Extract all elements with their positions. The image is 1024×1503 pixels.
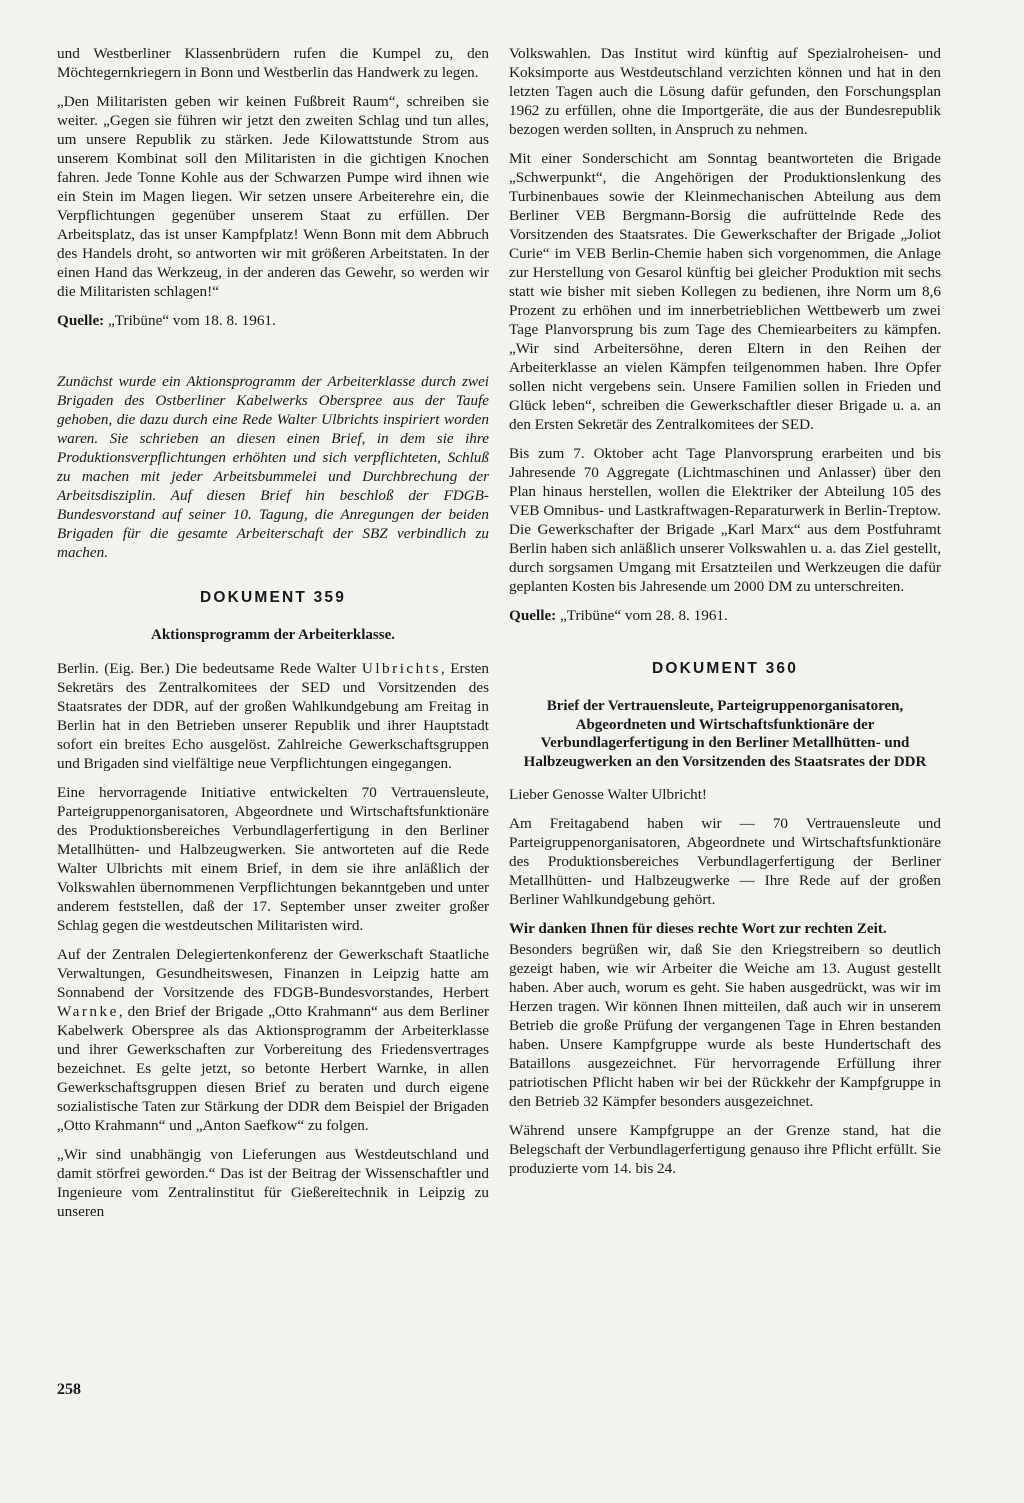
left-column [57, 44, 489, 1231]
text-run: Auf der Zentralen Delegiertenkonferenz der Gewerkschaft Staatliche Verwaltungen, Gesundheitswesen, Finanzen in Leipzig hatte am Sonnabend der Vorsitzende des FDGB-Bundesvorstandes, Herbert [57, 945, 489, 1001]
paragraph [57, 659, 489, 773]
paragraph: Volkswahlen. Das Institut wird künftig auf Spezialroheisen- und Koksimporte aus Westdeutschland verzichten können und hat in den letzten Tagen auch die Lösung dafür gefunden, den Forschungsplan 1962 zu erfüllen, ohne die Importgeräte, die aus der Bundesrepublik bezogen werden sollten, in Anspruch zu nehmen. [509, 45, 941, 138]
source-text: „Tribüne“ vom 28. 8. 1961. [556, 607, 728, 624]
source-label: Quelle: [509, 607, 557, 624]
paragraph [57, 945, 489, 1135]
document-subtitle: Aktionsprogramm der Arbeiterklasse. [150, 627, 395, 643]
paragraph: Mit einer Sonderschicht am Sonntag beantworteten die Brigade „Schwerpunkt“, die Angehörigen der Produktionslenkung des Turbinenbaues sowie der Kleinmechanischen Abteilung aus dem Berliner VEB Bergmann-Borsig die aufrüttelnde Rede des Vorsitzenden des Staatsrates. Die Gewerkschafter der Brigade „Joliot Curie“ im VEB Berlin-Chemie haben sich vorgenommen, die Anlage zur Herstellung von Gesarol künftig bei gleicher Produktion mit sechs statt wie bisher mit sieben Kollegen zu bedienen, ihre Norm um 8,6 Prozent zu erhöhen und im innerbetrieblichen Wettbewerb um zwei Tage Planvorsprung bis zum Tage des Chemiearbeiters zu kämpfen. „Wir sind Arbeitersöhne, deren Eltern in den Reihen der Arbeiterklasse an vielen Kämpfen teilgenommen haben. Ihre Opfer sollen nicht vergebens sein. Unsere Familien sollen in Frieden und Glück leben“, schreiben die Gewerkschaftler dieser Brigade u. a. an den Ersten Sekretär des Zentralkomitees der SED. [509, 150, 941, 433]
paragraph: Am Freitagabend haben wir — 70 Vertrauensleute und Parteigruppenorganisatoren, Abgeordnete und Wirtschaftsfunktionäre des Produktionsbereiches Verbundlagerfertigung der Berliner Metallhütten- und Halbzeugwerke — Ihre Rede auf der großen Berliner Wahlkundgebung gehört. [509, 815, 941, 908]
source-citation [57, 311, 489, 330]
paragraph: Eine hervorragende Initiative entwickelten 70 Vertrauensleute, Parteigruppenorganisatoren, Abgeordnete und Wirtschaftsfunktionäre des Produktionsbereiches Verbundlagerfertigung in den Berliner Metallhütten- und Halbzeugwerken. Sie antworteten auf die Rede Walter Ulbrichts mit einem Brief, in dem sie ihre anläßlich der Volkswahlen übernommenen Verpflichtungen bekanntgeben und unter anderem feststellen, daß der 17. September unser zweiter großer Schlag gegen die westdeutschen Militaristen wird. [57, 783, 489, 934]
paragraph: Bis zum 7. Oktober acht Tage Planvorsprung erarbeiten und bis Jahresende 70 Aggregate (Lichtmaschinen und Anlasser) über den Plan hinaus herstellen, wollen die Elektriker der Abteilung 105 des VEB Omnibus- und Lastkraftwagen-Reparaturwerk in Berlin-Treptow. Die Gewerkschafter der Brigade „Karl Marx“ aus dem Postfuhramt Berlin haben sich anläßlich unserer Volkswahlen u. a. das Ziel gestellt, durch sorgsamen Umgang mit Ersatzteilen und Werkzeugen die dafür geplanten Kosten bis Jahresende um 2000 DM zu unterschreiten. [509, 445, 941, 595]
spaced-name: Ulbrichts [361, 659, 441, 677]
paragraph: Besonders begrüßen wir, daß Sie den Kriegstreibern so deutlich gezeigt haben, wie wir Arbeiter die Weiche am 13. August gestellt haben. Aber auch, worum es geht. Sie haben ausgedrückt, was wir im Herzen tragen. Wir können Ihnen mitteilen, daß auch wir in unserem Betrieb die große Prüfung der vergangenen Tage in Ehren bestanden haben. Unsere Kampfgruppe wurde als beste Hundertschaft des Bataillons ausgezeichnet. Für hervorragende Erfüllung ihrer patriotischen Pflicht haben wir bei der Rückkehr der Kampfgruppe in den Betrieb 32 Kämpfer besonders ausgezeichnet. [509, 941, 941, 1110]
source-label: Quelle: [57, 312, 105, 329]
editorial-intro: Zunächst wurde ein Aktionsprogramm der Arbeiterklasse durch zwei Brigaden des Ostberliner Kabelwerks Oberspree aus der Taufe gehoben, die dazu durch eine Rede Walter Ulbrichts inspiriert worden waren. Sie schrieben an diesen einen Brief, in dem sie ihre Produktionsverpflichtungen erhöhten und sich verpflichteten, Schluß zu machen mit jeder Arbeitsbummelei und Durchbrechung der Arbeitsdisziplin. Auf diesen Brief hin beschloß der FDGB-Bundesvorstand auf seiner 10. Tagung, die Anregungen der beiden Brigaden für die gesamte Arbeiterschaft der SBZ verbindlich zu machen. [57, 373, 489, 561]
paragraph: „Den Militaristen geben wir keinen Fußbreit Raum“, schreiben sie weiter. „Gegen sie führen wir jetzt den zweiten Schlag und tun alles, um unsere Republik zu stärken. Jede Kilowattstunde Strom aus unserem Kombinat soll den Militaristen in die gichtigen Knochen fahren. Jede Tonne Kohle aus der Schwarzen Pumpe wird ihnen wie ein Stein im Magen liegen. Wir setzen unsere Arbeiterehre ein, die Verpflichtungen gegenüber unserem Staat zu erfüllen. Der Arbeitsplatz, das ist unser Kampfplatz! Wenn Bonn mit dem Abbruch des Handels droht, so antworten wir mit größeren Arbeitstaten. In der einen Hand das Werkzeug, in der anderen das Gewehr, so werden wir die Militaristen schlagen!“ [57, 93, 489, 300]
paragraph: „Wir sind unabhängig von Lieferungen aus Westdeutschland und damit störfrei geworden.“ Das ist der Beitrag der Wissenschaftler und Ingenieure vom Zentralinstitut für Gießereitechnik in Leipzig zu unseren [57, 1145, 489, 1220]
source-citation [509, 606, 941, 625]
page-number: 258 [57, 1381, 81, 1398]
spaced-name: Warnke [57, 1002, 119, 1020]
text-run: , Ersten Sekretärs des Zentralkomitees der SED und Vorsitzenden des Staatsrates der DDR, auf der großen Wahlkundgebung am Freitag in Berlin hat in den Betrieben unserer Republik und ihrer Hauptstadt sofort ein breites Echo ausgelöst. Zahlreiche Gewerkschaftsgruppen und Brigaden sind vielfältige neue Verpflichtungen eingegangen. [57, 659, 489, 772]
document-heading: DOKUMENT 359 [199, 589, 347, 606]
paragraph: und Westberliner Klassenbrüdern rufen die Kumpel zu, den Möchtegernkriegern in Bonn und Westberlin das Handwerk zu legen. [57, 45, 489, 81]
text-run: , den Brief der Brigade „Otto Krahmann“ aus dem Berliner Kabelwerk Oberspree als das Aktionsprogramm der Arbeiterklasse und ihrer Gewerkschaften zur Vorbereitung des Friedensvertrages bezeichnet. Es gelte jetzt, so betonte Herbert Warnke, in allen Gewerkschaftsgruppen diesen Brief zu beraten und durch eigene sozialistische Taten zur Stärkung der DDR dem Beispiel der Brigaden „Otto Krahmann“ und „Anton Saefkow“ zu folgen. [57, 1002, 489, 1134]
salutation: Lieber Genosse Walter Ulbricht! [509, 786, 707, 803]
document-heading: DOKUMENT 360 [651, 660, 799, 677]
bold-statement: Wir danken Ihnen für dieses rechte Wort zur rechten Zeit. [509, 920, 887, 937]
right-column [509, 44, 941, 1188]
source-text: „Tribüne“ vom 18. 8. 1961. [104, 312, 276, 329]
text-run: Berlin. (Eig. Ber.) Die bedeutsame Rede Walter [57, 659, 362, 677]
document-subtitle: Brief der Vertrauensleute, Parteigruppenorganisatoren, Abgeordneten und Wirtschaftsfunktionäre der Verbundlagerfertigung in den Berliner Metallhütten- und Halbzeugwerken an den Vorsitzenden des Staatsrates der DDR [523, 698, 927, 770]
paragraph: Während unsere Kampfgruppe an der Grenze stand, hat die Belegschaft der Verbundlagerfertigung genauso ihre Pflicht erfüllt. Sie produzierte vom 14. bis 24. [509, 1122, 941, 1177]
